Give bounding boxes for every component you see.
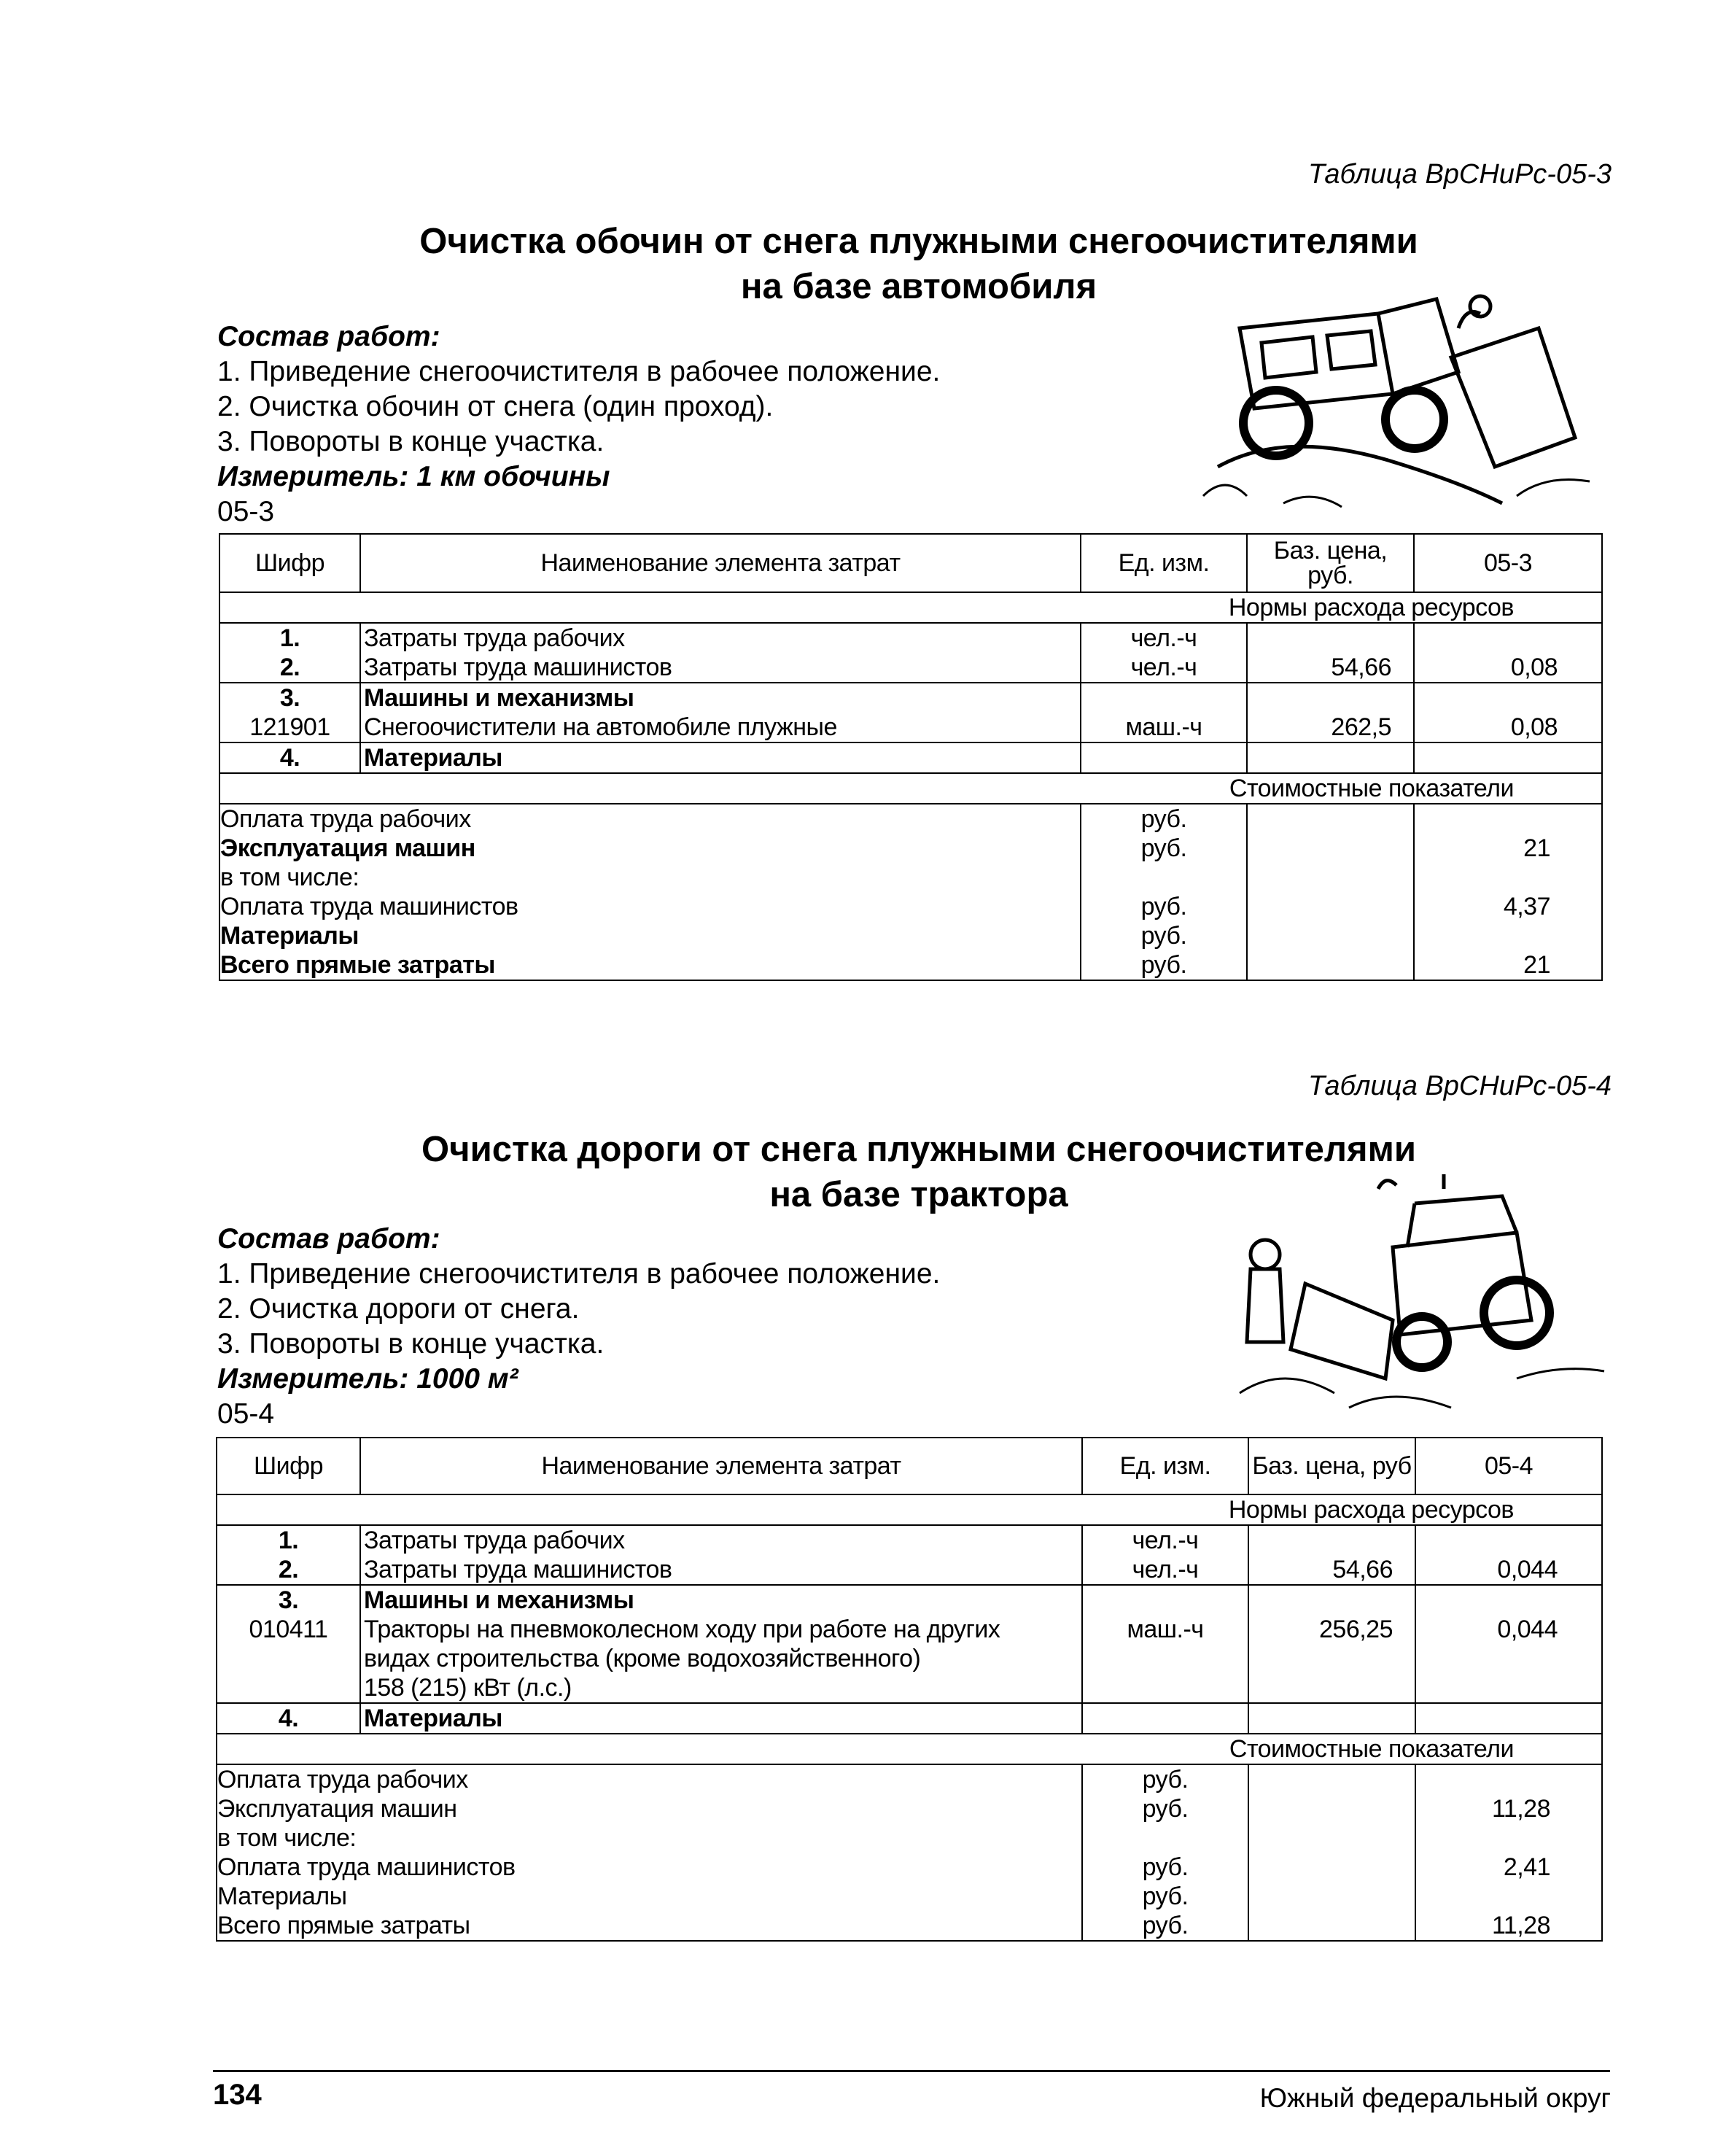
cost-name: Материалы	[220, 922, 359, 950]
cost-price-empty	[1252, 1853, 1412, 1882]
cost-price-empty	[1251, 863, 1410, 892]
line-name: Материалы	[364, 744, 502, 772]
line-name: Затраты труда машинистов	[364, 1556, 672, 1583]
cost-value	[1419, 1765, 1550, 1794]
table-header-row	[219, 534, 1602, 592]
line-unit	[1084, 743, 1243, 772]
cost-values	[1414, 804, 1602, 980]
cost-unit: руб.	[1142, 1882, 1189, 1910]
cell-code	[217, 1703, 360, 1734]
line-name: видах строительства (кроме водохозяйственного)	[364, 1645, 921, 1672]
cost-unit: руб.	[1140, 805, 1187, 833]
cost-name: Оплата труда рабочих	[220, 805, 471, 833]
header-cell: Баз. цена, руб	[1248, 1438, 1415, 1494]
line-name: Затраты труда рабочих	[364, 624, 625, 652]
work-heading: Состав работ:	[217, 321, 440, 352]
section-row	[219, 773, 1602, 804]
cost-name: в том числе:	[220, 864, 359, 891]
cell-unit	[1081, 683, 1247, 742]
line-unit: чел.-ч	[1132, 1527, 1199, 1554]
cell-name	[360, 1585, 1082, 1703]
cell-price	[1248, 1585, 1415, 1703]
cost-rows	[219, 804, 1602, 980]
cost-name: в том числе:	[217, 1824, 357, 1852]
line-price: 54,66	[1332, 1556, 1393, 1583]
header-cell: Шифр	[219, 534, 360, 592]
cost-price-empty	[1252, 1882, 1412, 1911]
table-code: 05-3	[217, 496, 275, 527]
cost-value: 4,37	[1503, 893, 1550, 920]
line-price	[1251, 624, 1391, 653]
work-item: 3. Повороты в конце участка.	[217, 1328, 605, 1360]
line-code: 121901	[249, 713, 330, 741]
line-code	[220, 1673, 357, 1702]
line-price: 54,66	[1331, 654, 1391, 681]
cost-prices	[1247, 804, 1414, 980]
line-code: 2.	[279, 654, 300, 681]
cell-name	[360, 742, 1081, 773]
line-value	[1419, 1673, 1558, 1702]
line-code: 010411	[249, 1616, 328, 1643]
title-line: Очистка дороги от снега плужными снегоочистителями	[421, 1130, 1416, 1169]
table-code: 05-4	[217, 1398, 275, 1430]
cell-value	[1415, 1525, 1602, 1585]
line-value: 0,08	[1510, 713, 1558, 741]
line-name: Машины и механизмы	[364, 684, 634, 712]
cell-price	[1248, 1703, 1415, 1734]
work-item: 1. Приведение снегоочистителя в рабочее положение.	[217, 1258, 941, 1290]
cell-code	[219, 742, 360, 773]
cell-value	[1414, 683, 1602, 742]
cell-value	[1415, 1703, 1602, 1734]
cost-value	[1419, 1823, 1550, 1853]
header-cell: Наименование элемента затрат	[360, 534, 1081, 592]
section-row	[217, 1734, 1602, 1764]
line-price	[1251, 743, 1391, 772]
line-unit: чел.-ч	[1132, 1556, 1199, 1583]
page-number: 134	[213, 2079, 262, 2111]
cell-code	[219, 683, 360, 742]
header-cell: 05-4	[1415, 1438, 1602, 1494]
work-item: 1. Приведение снегоочистителя в рабочее положение.	[217, 356, 941, 387]
line-code: 1.	[278, 1527, 299, 1554]
cost-rows	[217, 1764, 1602, 1941]
line-price: 262,5	[1331, 713, 1391, 741]
cell-value	[1414, 623, 1602, 683]
line-price	[1252, 1673, 1393, 1702]
header-cell: Ед. изм.	[1082, 1438, 1248, 1494]
cell-price	[1247, 683, 1414, 742]
work-item: 3. Повороты в конце участка.	[217, 426, 605, 457]
snowplow-truck-illustration	[1196, 284, 1604, 525]
cost-name: Оплата труда рабочих	[217, 1766, 468, 1794]
title-line: на базе автомобиля	[740, 267, 1097, 306]
line-price: 256,25	[1319, 1616, 1393, 1643]
cost-units	[1082, 1764, 1248, 1941]
cost-value: 21	[1523, 834, 1550, 862]
cost-unit	[1084, 863, 1243, 892]
cost-price-empty	[1251, 892, 1410, 921]
resource-group-row	[217, 1703, 1602, 1734]
header-cell: Шифр	[217, 1438, 360, 1494]
cell-name	[360, 1703, 1082, 1734]
line-price	[1252, 1586, 1393, 1615]
line-value: 0,08	[1510, 654, 1558, 681]
cost-unit: руб.	[1142, 1853, 1189, 1881]
cell-unit	[1081, 623, 1247, 683]
line-name: Снегоочистители на автомобиле плужные	[364, 713, 837, 741]
title-line: Очистка обочин от снега плужными снегоочистителями	[419, 222, 1418, 261]
line-value	[1418, 743, 1558, 772]
cost-name: Всего прямые затраты	[217, 1912, 470, 1939]
line-name: Машины и механизмы	[364, 1586, 634, 1614]
cost-name: Материалы	[217, 1882, 347, 1910]
snowplow-tractor-illustration	[1225, 1174, 1619, 1430]
cost-value	[1418, 863, 1550, 892]
cell-name	[360, 1525, 1082, 1585]
cell-code	[219, 623, 360, 683]
resource-group-row	[219, 742, 1602, 773]
table-caption: Таблица ВрСНиРс-05-4	[1307, 1071, 1612, 1101]
cost-price-empty	[1251, 921, 1410, 950]
cost-unit: руб.	[1140, 834, 1187, 862]
line-unit	[1084, 683, 1243, 713]
cell-unit	[1082, 1585, 1248, 1703]
work-item: 2. Очистка дороги от снега.	[217, 1293, 580, 1325]
line-value: 0,044	[1497, 1556, 1558, 1583]
line-price	[1252, 1704, 1393, 1733]
cost-names	[217, 1764, 1082, 1941]
footer-divider	[213, 2070, 1610, 2072]
resource-table	[216, 1437, 1603, 1942]
cost-section-label: Стоимостные показатели	[217, 1734, 1602, 1764]
line-price	[1252, 1644, 1393, 1673]
header-cell: 05-3	[1414, 534, 1602, 592]
cost-price-empty	[1251, 950, 1410, 980]
cost-value	[1419, 1882, 1550, 1911]
cell-unit	[1082, 1525, 1248, 1585]
cost-unit	[1086, 1823, 1245, 1853]
measure-unit: Измеритель: 1 км обочины	[217, 461, 610, 492]
cost-unit: руб.	[1142, 1912, 1189, 1939]
line-unit	[1086, 1704, 1245, 1733]
cost-price-empty	[1251, 804, 1410, 834]
line-name: Тракторы на пневмоколесном ходу при работе на других	[364, 1616, 1000, 1643]
cell-value	[1415, 1585, 1602, 1703]
cost-name: Оплата труда машинистов	[220, 893, 518, 920]
cost-price-empty	[1252, 1794, 1412, 1823]
line-value	[1418, 683, 1558, 713]
cell-name	[360, 623, 1081, 683]
cost-unit: руб.	[1140, 893, 1187, 920]
line-name: Затраты труда машинистов	[364, 654, 672, 681]
line-value	[1419, 1704, 1558, 1733]
cost-price-empty	[1251, 834, 1410, 863]
table-header-row	[217, 1438, 1602, 1494]
cell-price	[1248, 1525, 1415, 1585]
cost-value: 2,41	[1503, 1853, 1550, 1881]
cell-unit	[1082, 1703, 1248, 1734]
cost-name: Оплата труда машинистов	[217, 1853, 516, 1881]
cost-value: 11,28	[1491, 1912, 1550, 1939]
cost-name: Эксплуатация машин	[217, 1795, 457, 1823]
cost-price-empty	[1252, 1911, 1412, 1940]
cost-value	[1418, 804, 1550, 834]
footer-region: Южный федеральный округ	[1259, 2083, 1611, 2113]
cost-value: 11,28	[1491, 1795, 1550, 1823]
line-unit: чел.-ч	[1130, 624, 1197, 652]
line-unit	[1086, 1673, 1245, 1702]
line-name: Материалы	[364, 1705, 502, 1732]
line-unit	[1086, 1586, 1245, 1615]
norms-section-label: Нормы расхода ресурсов	[217, 1494, 1602, 1525]
cell-code	[217, 1585, 360, 1703]
resource-group-row	[219, 623, 1602, 683]
cell-price	[1247, 623, 1414, 683]
work-heading: Состав работ:	[217, 1223, 440, 1255]
line-code: 4.	[279, 744, 300, 772]
line-unit: маш.-ч	[1125, 713, 1202, 741]
cost-name: Эксплуатация машин	[220, 834, 475, 862]
work-composition	[217, 1222, 940, 1432]
line-unit	[1086, 1644, 1245, 1673]
line-name: 158 (215) кВт (л.с.)	[364, 1674, 572, 1702]
cell-price	[1247, 742, 1414, 773]
measure-unit: Измеритель: 1000 м²	[217, 1363, 518, 1395]
line-code	[220, 1644, 357, 1673]
cell-name	[360, 683, 1081, 742]
resource-group-row	[217, 1525, 1602, 1585]
line-value	[1419, 1586, 1558, 1615]
line-price	[1252, 1526, 1393, 1555]
resource-group-row	[217, 1585, 1602, 1703]
line-price	[1251, 683, 1391, 713]
line-code: 3.	[279, 684, 300, 712]
cell-code	[217, 1525, 360, 1585]
cost-price-empty	[1252, 1823, 1412, 1853]
cell-value	[1414, 742, 1602, 773]
cost-unit: руб.	[1140, 951, 1187, 979]
header-cell: Наименование элемента затрат	[360, 1438, 1082, 1494]
cost-unit: руб.	[1140, 922, 1187, 950]
line-value	[1419, 1644, 1558, 1673]
line-value: 0,044	[1497, 1616, 1558, 1643]
cost-section-label: Стоимостные показатели	[219, 773, 1602, 804]
line-code: 1.	[279, 624, 300, 652]
work-composition	[217, 319, 940, 530]
cost-names	[219, 804, 1081, 980]
line-name: Затраты труда рабочих	[364, 1527, 625, 1554]
title-line: на базе трактора	[769, 1175, 1068, 1214]
cost-prices	[1248, 1764, 1415, 1941]
work-item: 2. Очистка обочин от снега (один проход).	[217, 391, 774, 422]
cost-values	[1415, 1764, 1602, 1941]
resource-group-row	[219, 683, 1602, 742]
cost-unit: руб.	[1142, 1766, 1189, 1794]
section-row	[217, 1494, 1602, 1525]
cost-units	[1081, 804, 1247, 980]
line-unit: маш.-ч	[1127, 1616, 1204, 1643]
line-code: 3.	[278, 1586, 299, 1614]
cost-name: Всего прямые затраты	[220, 951, 495, 979]
resource-table	[219, 533, 1603, 981]
header-cell: Ед. изм.	[1081, 534, 1247, 592]
table-caption: Таблица ВрСНиРс-05-3	[1307, 159, 1612, 190]
section-row	[219, 592, 1602, 623]
cost-unit: руб.	[1142, 1795, 1189, 1823]
line-unit: чел.-ч	[1130, 654, 1197, 681]
line-code: 2.	[278, 1556, 299, 1583]
header-cell: Баз. цена, руб.	[1247, 534, 1414, 592]
norms-section-label: Нормы расхода ресурсов	[219, 592, 1602, 623]
cell-unit	[1081, 742, 1247, 773]
cost-value: 21	[1523, 951, 1550, 979]
line-value	[1418, 624, 1558, 653]
line-code: 4.	[278, 1705, 299, 1732]
line-value	[1419, 1526, 1558, 1555]
cost-price-empty	[1252, 1765, 1412, 1794]
cost-value	[1418, 921, 1550, 950]
